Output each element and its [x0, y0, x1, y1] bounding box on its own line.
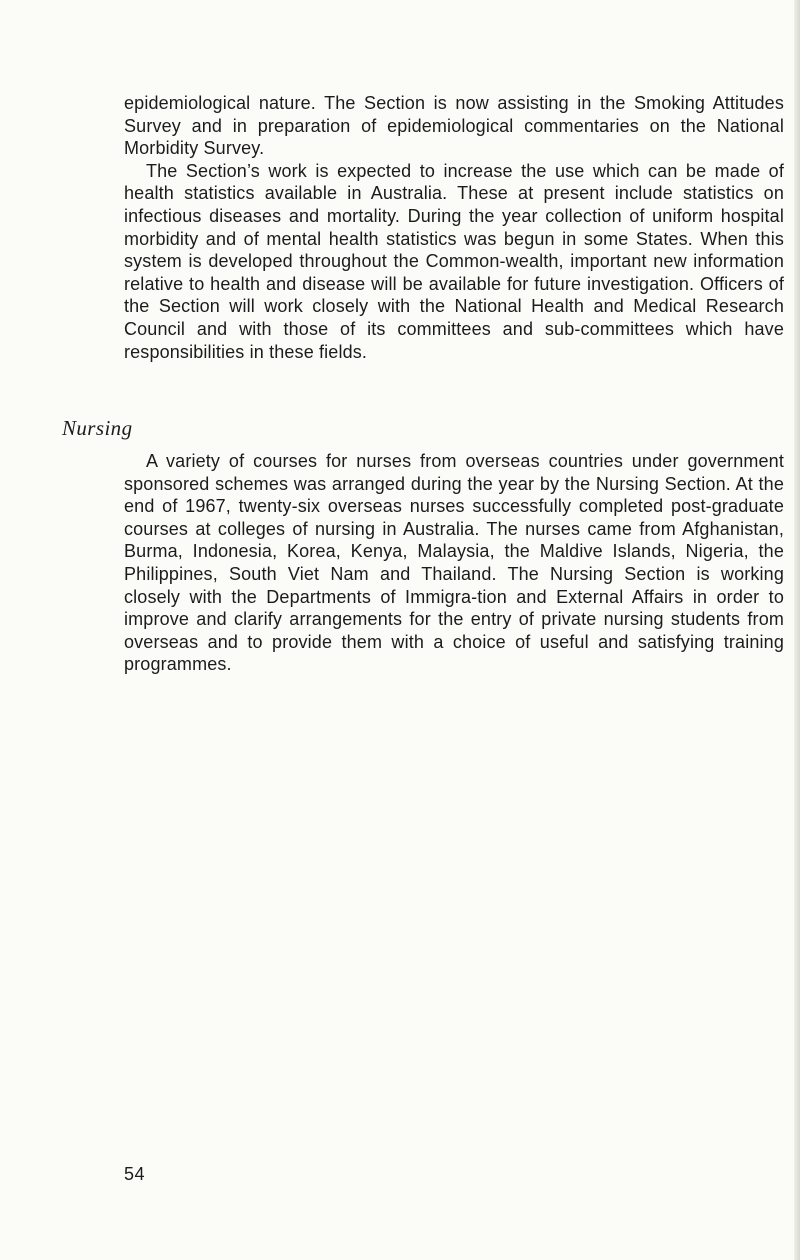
page-edge-shadow: [794, 0, 800, 1260]
paragraph-nursing-courses: A variety of courses for nurses from overseas countries under government sponsored schemes was arranged during the year by the Nursing Section. At the end of 1967, twenty-six overseas nurses successfully completed post-graduate courses at colleges of nursing in Australia. The nurses came from Afghanistan, Burma, Indonesia, Korea, Kenya, Malaysia, the Maldive Islands, Nigeria, the Philippines, South Viet Nam and Thailand. The Nursing Section is working closely with the Departments of Immigra-tion and External Affairs in order to improve and clarify arrangements for the entry of private nursing students from overseas and to provide them with a choice of useful and satisfying training programmes.: [124, 451, 784, 675]
page-number: 54: [124, 1164, 146, 1184]
nursing-text-block: [124, 450, 784, 676]
body-text-block: [124, 92, 784, 363]
section-heading-nursing: Nursing: [62, 416, 133, 440]
paragraph-health-statistics: The Section’s work is expected to increase the use which can be made of health statistics available in Australia. These at present include statistics on infectious diseases and mortality. During the year collection of uniform hospital morbidity and of mental health statistics was begun in some States. When this system is developed throughout the Common-wealth, important new information relative to health and disease will be available for future investigation. Officers of the Section will work closely with the National Health and Medical Research Council and with those of its committees and sub-committees which have responsibilities in these fields.: [124, 160, 784, 362]
paragraph-epidemiology-continued: epidemiological nature. The Section is now assisting in the Smoking Attitudes Survey and in preparation of epidemiological commentaries on the National Morbidity Survey.: [124, 93, 784, 159]
